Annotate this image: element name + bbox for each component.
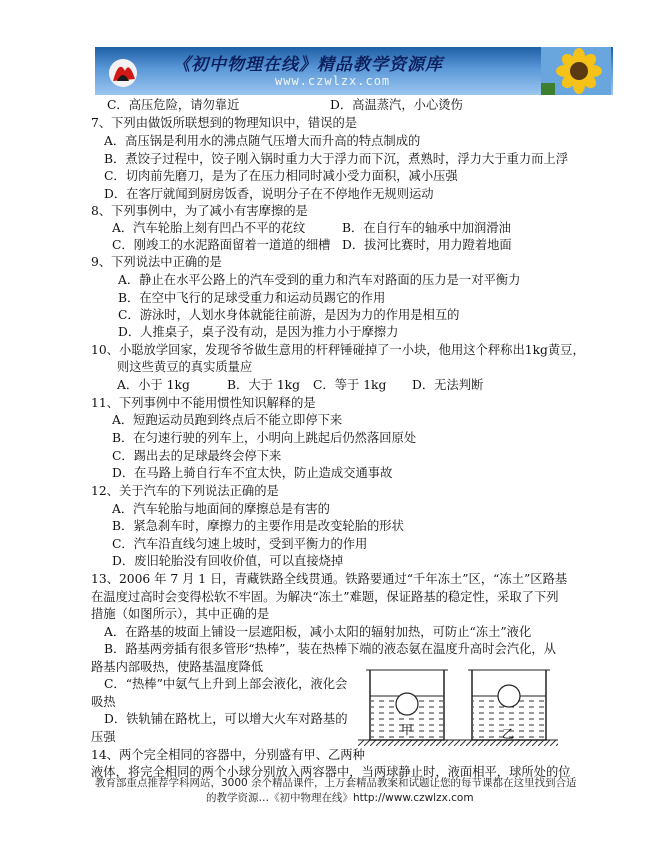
text-line: C．等于 1kg xyxy=(313,378,387,392)
label-jia: 甲 xyxy=(401,723,414,737)
text-line: A．小于 1kg xyxy=(117,378,190,392)
text-line: B．紧急刹车时，摩擦力的主要作用是改变轮胎的形状 xyxy=(112,519,404,533)
ball-right xyxy=(498,685,520,707)
text-line: D．无法判断 xyxy=(412,378,484,392)
text-line: D．铁轨铺在路枕上，可以增大火车对路基的 xyxy=(104,712,348,726)
header-banner xyxy=(95,47,613,95)
banner-url[interactable]: www.czwlzx.com xyxy=(275,74,391,88)
text-line: 8、下列事例中，为了减小有害摩擦的是 xyxy=(91,204,308,218)
text-line: 7、下列由做饭所联想到的物理知识中，错误的是 xyxy=(91,116,358,130)
text-line: A．高压锅是利用水的沸点随气压增大而升高的特点制成的 xyxy=(104,134,421,148)
text-line: 压强 xyxy=(91,730,116,744)
text-line: B．在匀速行驶的列车上，小明向上跳起后仍然落回原处 xyxy=(112,431,417,445)
text-line: B．路基两旁插有很多管形“热棒”，装在热棒下端的液态氨在温度升高时会汽化，从 xyxy=(104,642,557,656)
text-line: 9、下列说法中正确的是 xyxy=(91,255,222,269)
text-line: C．刚竣工的水泥路面留着一道道的细槽 xyxy=(112,238,331,252)
text-line: B．煮饺子过程中，饺子刚入锅时重力大于浮力而下沉，煮熟时，浮力大于重力而上浮 xyxy=(104,152,569,166)
text-line: A．在路基的坡面上铺设一层遮阳板，减小太阳的辐射加热，可防止“冻土”液化 xyxy=(104,625,532,639)
text-line: B．大于 1kg xyxy=(227,378,300,392)
text-line: C．踢出去的足球最终会停下来 xyxy=(112,449,282,463)
text-line: 11、下列事例中不能用惯性知识解释的是 xyxy=(91,396,316,410)
footer-line-2: 的教学资源…《初中物理在线》http://www.czwlzx.com xyxy=(206,792,474,804)
text-line: 液体，将完全相同的两个小球分别放入两容器中，当两球静止时，液面相平，球所处的位 xyxy=(91,765,571,779)
text-line: C．切肉前先磨刀，是为了在压力相同时减小受力面积，减小压强 xyxy=(104,169,458,183)
text-line: C．游泳时，人划水身体就能往前游，是因为力的作用是相互的 xyxy=(118,308,460,322)
text-line: 13、2006 年 7 月 1 日，青藏铁路全线贯通。铁路要通过“千年冻土”区，“冻土”区路基 xyxy=(91,572,568,586)
text-line: B．在空中飞行的足球受重力和运动员踢它的作用 xyxy=(118,291,386,305)
text-line: D．废旧轮胎没有回收价值，可以直接烧掉 xyxy=(112,554,344,568)
text-line: 10、小聪放学回家，发现爷爷做生意用的杆秤锤碰掉了一小块，他用这个秤称出1kg黄豆， xyxy=(91,343,585,357)
text-line: 措施（如图所示），其中正确的是 xyxy=(91,607,270,621)
text-line: A．短跑运动员跑到终点后不能立即停下来 xyxy=(112,413,343,427)
footer-line-1: 教育部重点推荐学科网站，3000 余个精品课件，上万套精品教案和试题让您的每节课都在这里找到合适 xyxy=(95,777,577,789)
label-yi: 乙 xyxy=(502,727,515,741)
ball-left xyxy=(396,693,418,715)
text-line: 14、两个完全相同的容器中，分别盛有甲、乙两种 xyxy=(91,748,365,762)
text-line: A．汽车轮胎与地面间的摩擦总是有害的 xyxy=(112,502,330,516)
text-line: C．汽车沿直线匀速上坡时，受到平衡力的作用 xyxy=(112,537,368,551)
sunflower-icon xyxy=(541,47,611,95)
text-line: D．在马路上骑自行车不宜太快，防止造成交通事故 xyxy=(112,466,393,480)
text-line: 则这些黄豆的真实质量应 xyxy=(117,360,253,374)
text-line: 在温度过高时会变得松软不牢固。为解决“冻土”难题，保证路基的稳定性，采取了下列 xyxy=(91,590,559,604)
text-line: D．在客厅就闻到厨房饭香，说明分子在不停地作无规则运动 xyxy=(104,187,434,201)
text-line: D．人推桌子，桌子没有动，是因为推力小于摩擦力 xyxy=(118,325,399,339)
text-line: A．静止在水平公路上的汽车受到的重力和汽车对路面的压力是一对平衡力 xyxy=(118,273,521,287)
containers-figure xyxy=(358,656,558,756)
text-line: D．高温蒸汽，小心烫伤 xyxy=(330,98,463,112)
text-line: A．汽车轮胎上刻有凹凸不平的花纹 xyxy=(112,221,306,235)
site-logo-icon xyxy=(103,51,143,91)
ground xyxy=(358,740,558,746)
text-line: B．在自行车的轴承中加润滑油 xyxy=(342,221,511,235)
text-line: C．“热棒”中氨气上升到上部会液化，液化会 xyxy=(104,677,348,691)
text-line: 12、关于汽车的下列说法正确的是 xyxy=(91,484,279,498)
text-line: 吸热 xyxy=(91,695,116,709)
text-line: 路基内部吸热，使路基温度降低 xyxy=(91,660,264,674)
text-line: D．拔河比赛时，用力蹬着地面 xyxy=(342,238,512,252)
banner-title: 《初中物理在线》精品教学资源库 xyxy=(173,55,443,75)
text-line: C．高压危险，请勿靠近 xyxy=(107,98,240,112)
